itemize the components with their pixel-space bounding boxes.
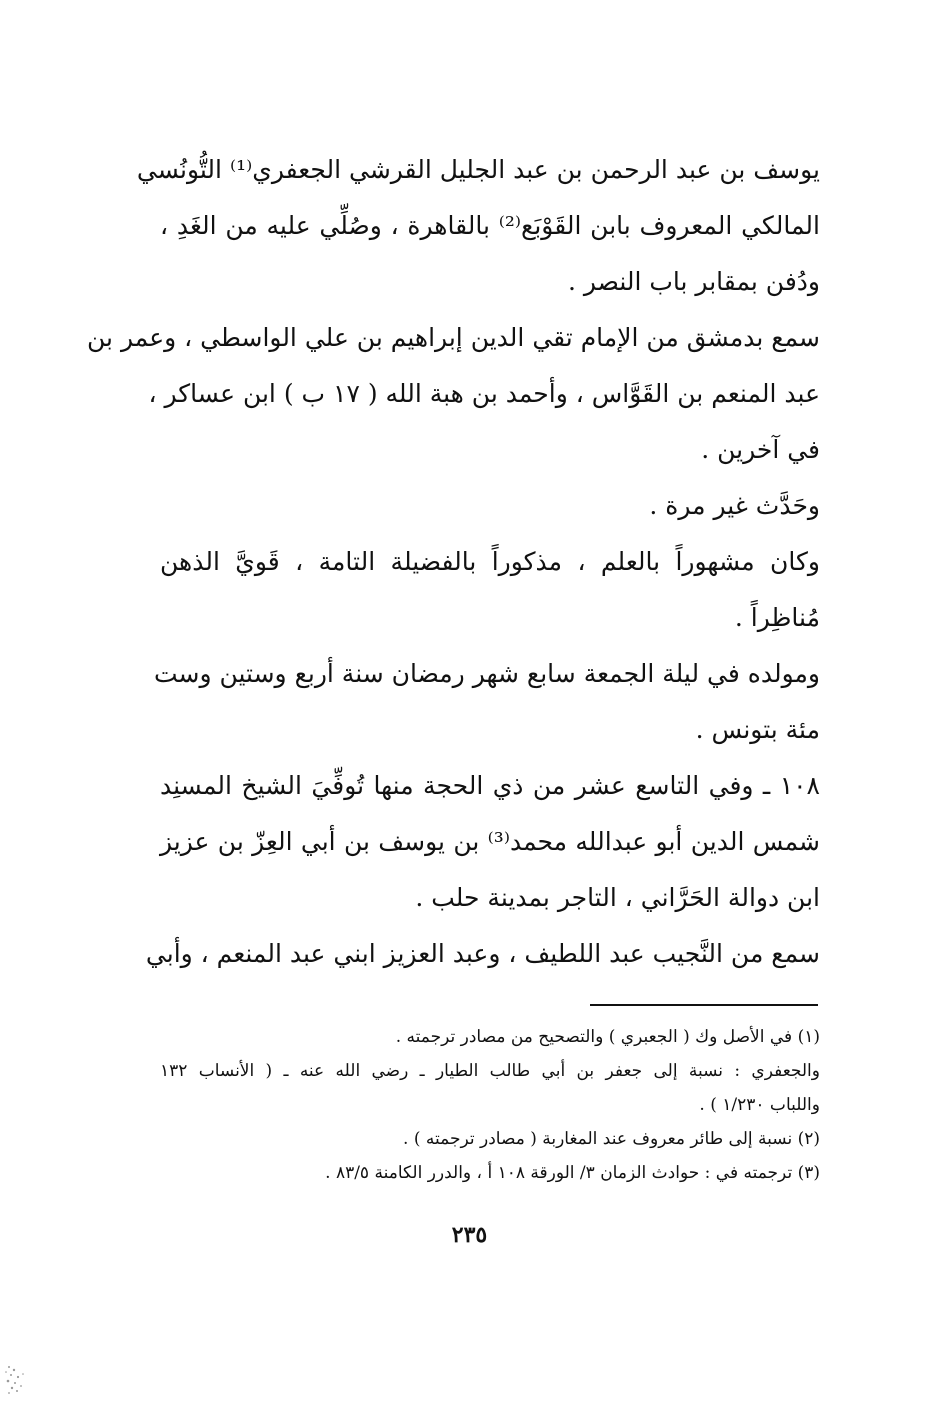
text-line: مئة بتونس . bbox=[695, 715, 820, 744]
footnote-separator bbox=[590, 1004, 818, 1006]
page-number: ٢٣٥ bbox=[451, 1222, 488, 1248]
footnotes bbox=[160, 1020, 820, 1190]
text-line: ابن دوالة الحَرَّاني ، التاجر بمدينة حلب . bbox=[415, 883, 820, 912]
scan-artifact-icon bbox=[4, 1362, 30, 1396]
text-line: مُناظِراً . bbox=[734, 603, 820, 632]
text-line: شمس الدين أبو عبدالله محمد⁽³⁾ بن يوسف بن أبي العِزّ بن عزيز bbox=[160, 827, 820, 856]
footnote-line: (٣) ترجمته في : حوادث الزمان ٣/ الورقة ١٠٨ أ ، والدرر الكامنة ٨٣/٥ . bbox=[325, 1163, 820, 1183]
text-line: يوسف بن عبد الرحمن بن عبد الجليل القرشي الجعفري⁽¹⁾ التُّونُسي bbox=[136, 155, 820, 184]
text-line: المالكي المعروف بابن القَوْبَع⁽²⁾ بالقاهرة ، وصُلِّي عليه من الغَدِ ، bbox=[160, 211, 820, 240]
text-line: ومولده في ليلة الجمعة سابع شهر رمضان سنة أربع وستين وست bbox=[153, 659, 820, 688]
footnote-line: والجعفري : نسبة إلى جعفر بن أبي طالب الطيار ـ رضي الله عنه ـ ( الأنساب ١٣٢ bbox=[160, 1061, 820, 1081]
text-line: عبد المنعم بن القَوَّاس ، وأحمد بن هبة الله ( ١٧ ب ) ابن عساكر ، bbox=[148, 379, 820, 408]
text-line: سمع بدمشق من الإمام تقي الدين إبراهيم بن علي الواسطي ، وعمر بن bbox=[87, 323, 820, 352]
text-line: في آخرين . bbox=[701, 435, 820, 464]
text-line: ودُفن بمقابر باب النصر . bbox=[567, 267, 820, 296]
text-line: ١٠٨ ـ وفي التاسع عشر من ذي الحجة منها تُوفِّيَ الشيخ المسنِد bbox=[160, 771, 820, 800]
main-text bbox=[87, 142, 820, 982]
text-line: وكان مشهوراً بالعلم ، مذكوراً بالفضيلة التامة ، قَويَّ الذهن bbox=[160, 547, 820, 576]
text-line: وحَدَّث غير مرة . bbox=[649, 491, 820, 520]
footnote-line: (٢) نسبة إلى طائر معروف عند المغاربة ( مصادر ترجمته ) . bbox=[403, 1129, 820, 1149]
footnote-line: واللباب ١/٢٣٠ ) . bbox=[699, 1095, 820, 1115]
text-line: سمع من النَّجيب عبد اللطيف ، وعبد العزيز ابني عبد المنعم ، وأبي bbox=[145, 939, 820, 968]
footnote-line: (١) في الأصل وك ( الجعبري ) والتصحيح من مصادر ترجمته . bbox=[395, 1027, 820, 1047]
